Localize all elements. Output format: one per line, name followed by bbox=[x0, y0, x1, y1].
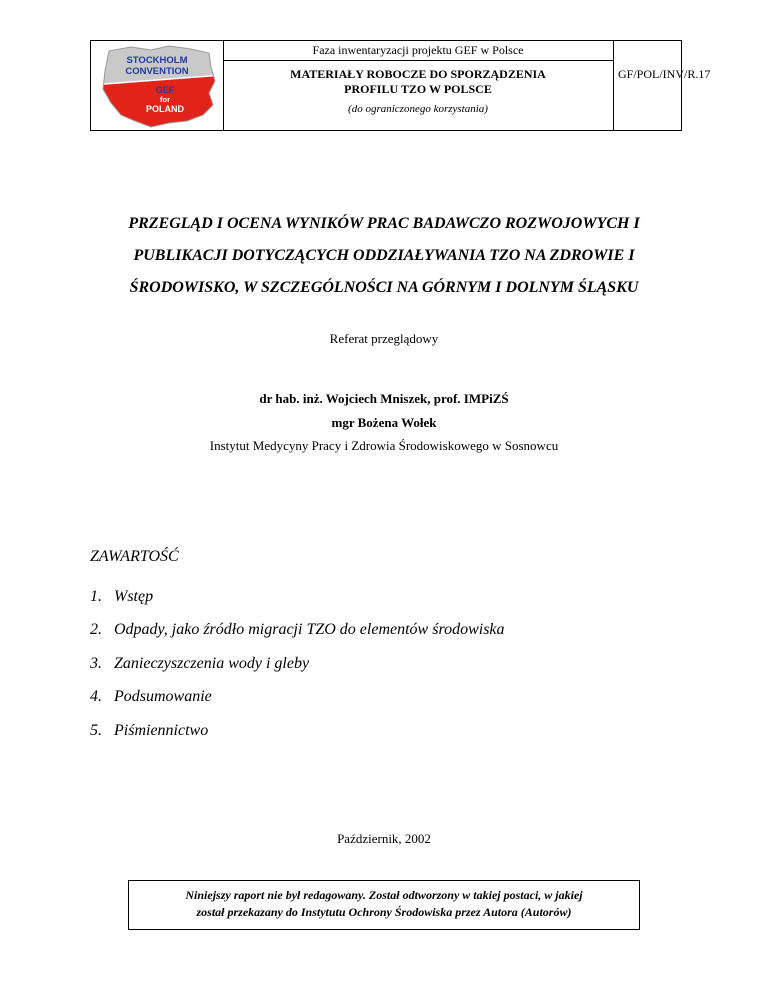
author-1: dr hab. inż. Wojciech Mniszek, prof. IMPiZŚ bbox=[259, 391, 509, 406]
header-table bbox=[90, 40, 711, 131]
toc-item-label: Podsumowanie bbox=[114, 688, 212, 705]
toc-item-number: 5. bbox=[90, 722, 102, 739]
toc-item-5 bbox=[90, 722, 208, 740]
title-line-3: ŚRODOWISKO, W SZCZEGÓLNOŚCI NA GÓRNYM I DOLNYM ŚLĄSKU bbox=[129, 279, 639, 296]
institute: Instytut Medycyny Pracy i Zdrowia Środowiskowego w Sosnowcu bbox=[209, 438, 559, 453]
logo-text-2: CONVENTION bbox=[125, 66, 189, 77]
toc-item-number: 1. bbox=[90, 588, 102, 605]
materials-line-2: PROFILU TZO W POLSCE bbox=[344, 82, 492, 96]
title-line-2: PUBLIKACJI DOTYCZĄCYCH ODDZIAŁYWANIA TZO NA ZDROWIE I bbox=[133, 247, 635, 264]
author-2: mgr Bożena Wołek bbox=[331, 415, 437, 430]
restricted-note: (do ograniczonego korzystania) bbox=[348, 103, 488, 115]
toc-heading: ZAWARTOŚĆ bbox=[90, 548, 179, 565]
toc-item-2 bbox=[90, 621, 505, 639]
toc-item-number: 4. bbox=[90, 688, 102, 705]
logo-text-3: GEF bbox=[155, 85, 175, 95]
logo-text-1: STOCKHOLM bbox=[126, 55, 188, 66]
toc-item-label: Wstęp bbox=[114, 588, 154, 605]
header-middle-cell bbox=[223, 41, 614, 130]
document-code: GF/POL/INV/R.17 bbox=[618, 67, 711, 81]
toc-item-number: 2. bbox=[90, 621, 102, 638]
title-line-1: PRZEGLĄD I OCENA WYNIKÓW PRAC BADAWCZO ROZWOJOWYCH I bbox=[128, 215, 640, 232]
document-title bbox=[60, 208, 708, 304]
publication-date: Październik, 2002 bbox=[337, 831, 431, 846]
toc-item-1 bbox=[90, 588, 153, 606]
disclaimer-line-1: Niniejszy raport nie był redagowany. Został odtworzony w takiej postaci, w jakiej bbox=[185, 888, 583, 902]
disclaimer-line-2: został przekazany do Instytutu Ochrony Środowiska przez Autora (Autorów) bbox=[196, 905, 572, 919]
project-phase: Faza inwentaryzacji projektu GEF w Polsce bbox=[223, 41, 613, 61]
toc-item-3 bbox=[90, 655, 309, 673]
materials-line-1: MATERIAŁY ROBOCZE DO SPORZĄDZENIA bbox=[290, 67, 546, 81]
toc-item-4 bbox=[90, 688, 212, 706]
disclaimer-box bbox=[128, 880, 640, 930]
report-type: Referat przeglądowy bbox=[329, 331, 439, 346]
logo-text-4: for bbox=[160, 95, 170, 104]
doc-code-cell bbox=[614, 41, 711, 130]
stockholm-convention-logo bbox=[91, 41, 223, 130]
toc-item-label: Piśmiennictwo bbox=[114, 722, 209, 739]
toc-item-label: Odpady, jako źródło migracji TZO do elementów środowiska bbox=[114, 621, 505, 638]
logo-cell bbox=[91, 41, 224, 130]
toc-item-number: 3. bbox=[90, 655, 102, 672]
toc-item-label: Zanieczyszczenia wody i gleby bbox=[114, 655, 310, 672]
logo-text-5: POLAND bbox=[146, 104, 184, 114]
materials-heading bbox=[223, 67, 613, 97]
